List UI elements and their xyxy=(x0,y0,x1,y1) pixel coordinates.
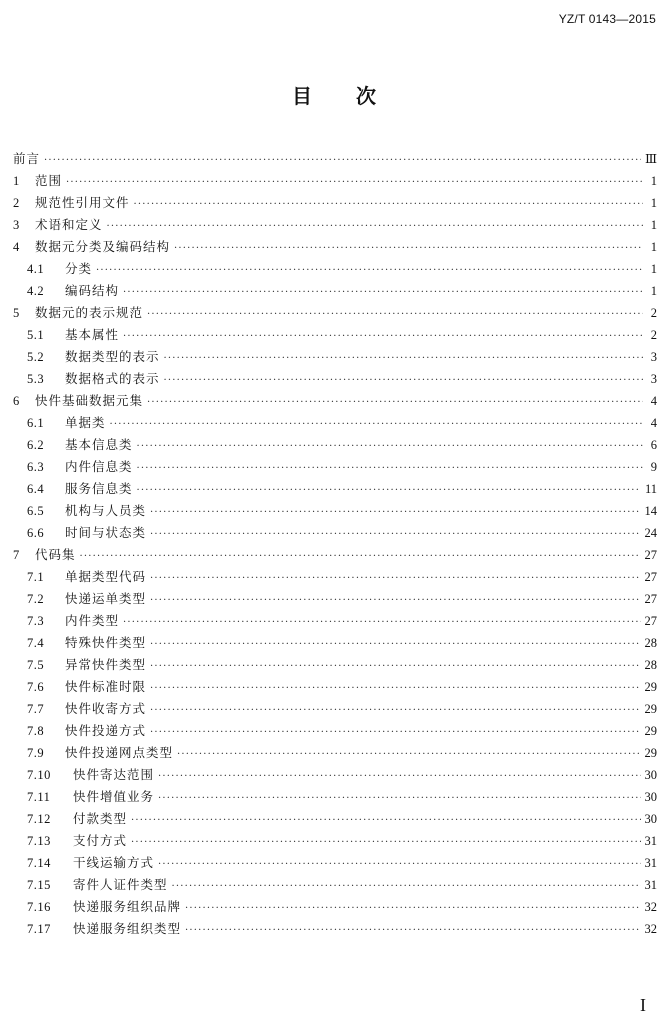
page-title xyxy=(0,80,670,109)
toc-entry[interactable] xyxy=(13,478,657,500)
toc-entry[interactable] xyxy=(13,676,657,698)
toc-entry-page: 30 xyxy=(644,768,657,782)
toc-leader-dots xyxy=(80,546,641,568)
toc-entry[interactable] xyxy=(13,918,657,940)
toc-entry[interactable] xyxy=(13,280,657,302)
toc-leader-dots xyxy=(110,414,643,436)
toc-leader-dots xyxy=(150,700,640,722)
toc-entry-number: 3 xyxy=(13,218,20,232)
toc-leader-dots xyxy=(150,678,640,700)
toc-leader-dots xyxy=(147,392,643,414)
toc-entry-page: 14 xyxy=(644,504,657,518)
toc-entry-number: 4.2 xyxy=(27,284,45,298)
toc-entry-label: 规范性引用文件 xyxy=(35,195,130,210)
toc-leader-dots xyxy=(131,832,640,854)
toc-entry-number: 2 xyxy=(13,196,20,210)
toc-entry-number: 5.2 xyxy=(27,350,45,364)
toc-leader-dots xyxy=(150,568,640,590)
toc-entry[interactable] xyxy=(13,170,657,192)
toc-entry-number: 7.15 xyxy=(27,878,51,892)
toc-entry-label: 快件基础数据元集 xyxy=(35,393,144,408)
toc-entry-page: 3 xyxy=(650,350,657,364)
toc-leader-dots xyxy=(150,656,640,678)
toc-entry-page: 29 xyxy=(644,680,657,694)
toc-entry-label: 快件收寄方式 xyxy=(65,701,147,716)
toc-entry-label: 快件投递网点类型 xyxy=(65,745,174,760)
toc-entry-page: 11 xyxy=(644,482,657,496)
toc-leader-dots xyxy=(44,150,641,172)
page-number: I xyxy=(640,995,646,1015)
toc-leader-dots xyxy=(123,326,643,348)
toc-entry-page: 9 xyxy=(650,460,657,474)
toc-entry[interactable] xyxy=(13,742,657,764)
toc-entry[interactable] xyxy=(13,896,657,918)
toc-leader-dots xyxy=(177,744,640,766)
toc-leader-dots xyxy=(137,436,643,458)
toc-entry-page: 31 xyxy=(644,878,657,892)
toc-entry-label: 特殊快件类型 xyxy=(65,635,147,650)
toc-entry-label: 数据元的表示规范 xyxy=(35,305,144,320)
toc-entry-number: 5.1 xyxy=(27,328,45,342)
toc-entry[interactable] xyxy=(13,192,657,214)
toc-entry-page: 28 xyxy=(644,658,657,672)
toc-entry-number: 7.11 xyxy=(27,790,51,804)
toc-leader-dots xyxy=(66,172,643,194)
toc-entry-label: 快件投递方式 xyxy=(65,723,147,738)
toc-leader-dots xyxy=(107,216,643,238)
toc-leader-dots xyxy=(164,348,643,370)
toc-entry-number: 7.5 xyxy=(27,658,45,672)
toc-entry-label: 分类 xyxy=(65,261,93,276)
toc-leader-dots xyxy=(158,766,640,788)
toc-entry[interactable] xyxy=(13,654,657,676)
toc-entry[interactable] xyxy=(13,874,657,896)
toc-entry-number: 7.1 xyxy=(27,570,45,584)
toc-entry-number: 6 xyxy=(13,394,20,408)
toc-leader-dots xyxy=(150,524,640,546)
toc-entry-label: 寄件人证件类型 xyxy=(73,877,168,892)
toc-entry[interactable] xyxy=(13,214,657,236)
toc-entry-label: 数据类型的表示 xyxy=(65,349,160,364)
toc-entry-label: 范围 xyxy=(35,173,63,188)
toc-leader-dots xyxy=(150,502,640,524)
toc-entry[interactable] xyxy=(13,852,657,874)
toc-entry-number: 7.3 xyxy=(27,614,45,628)
toc-entry-page: 1 xyxy=(650,174,657,188)
toc-entry[interactable] xyxy=(13,258,657,280)
toc-entry[interactable] xyxy=(13,632,657,654)
toc-entry-page: 6 xyxy=(650,438,657,452)
toc-entry-label: 基本属性 xyxy=(65,327,120,342)
toc-entry-number: 6.2 xyxy=(27,438,45,452)
toc-entry-number: 7.10 xyxy=(27,768,51,782)
toc-entry-page: 27 xyxy=(644,570,657,584)
toc-entry[interactable] xyxy=(13,434,657,456)
toc-leader-dots xyxy=(147,304,643,326)
toc-entry-page: 2 xyxy=(650,328,657,342)
toc-entry[interactable] xyxy=(13,610,657,632)
toc-leader-dots xyxy=(172,876,641,898)
standard-code: YZ/T 0143—2015 xyxy=(558,12,656,26)
toc-entry[interactable] xyxy=(13,368,657,390)
toc-entry-page: 4 xyxy=(650,394,657,408)
toc-leader-dots xyxy=(123,282,643,304)
toc-entry-label: 内件信息类 xyxy=(65,459,133,474)
toc-entry[interactable] xyxy=(13,346,657,368)
toc-entry-page: 1 xyxy=(650,284,657,298)
toc-entry-label: 术语和定义 xyxy=(35,217,103,232)
toc-entry[interactable] xyxy=(13,390,657,412)
toc-entry-label: 快递服务组织品牌 xyxy=(73,899,182,914)
toc-entry[interactable] xyxy=(13,456,657,478)
toc-entry-label: 付款类型 xyxy=(73,811,128,826)
toc-entry-label: 快递运单类型 xyxy=(65,591,147,606)
toc-entry-label: 数据格式的表示 xyxy=(65,371,160,386)
toc-entry-number: 7.13 xyxy=(27,834,51,848)
toc-leader-dots xyxy=(158,854,640,876)
toc-entry[interactable] xyxy=(13,830,657,852)
toc-entry-label: 数据元分类及编码结构 xyxy=(35,239,171,254)
toc-leader-dots xyxy=(164,370,643,392)
toc-entry[interactable] xyxy=(13,148,657,170)
toc-entry-page: 24 xyxy=(644,526,657,540)
toc-entry-page: 1 xyxy=(650,196,657,210)
table-of-contents xyxy=(13,148,657,940)
toc-leader-dots xyxy=(96,260,643,282)
toc-entry-number: 7.7 xyxy=(27,702,45,716)
toc-entry-page: Ⅲ xyxy=(644,152,657,166)
toc-entry[interactable] xyxy=(13,324,657,346)
toc-entry-label: 单据类 xyxy=(65,415,106,430)
toc-leader-dots xyxy=(150,722,640,744)
toc-entry-label: 快件寄达范围 xyxy=(73,767,155,782)
toc-entry-page: 31 xyxy=(644,834,657,848)
toc-entry-page: 27 xyxy=(644,592,657,606)
toc-entry-number: 7.6 xyxy=(27,680,45,694)
toc-entry-page: 1 xyxy=(650,262,657,276)
toc-entry[interactable] xyxy=(13,302,657,324)
toc-leader-dots xyxy=(185,920,640,942)
toc-entry-page: 31 xyxy=(644,856,657,870)
toc-entry-number: 1 xyxy=(13,174,20,188)
toc-entry-label: 快递服务组织类型 xyxy=(73,921,182,936)
toc-entry-number: 7.17 xyxy=(27,922,51,936)
toc-entry-number: 5.3 xyxy=(27,372,45,386)
toc-entry-number: 7.9 xyxy=(27,746,45,760)
toc-entry-label: 前言 xyxy=(13,151,41,166)
toc-entry-label: 快件增值业务 xyxy=(73,789,155,804)
toc-entry-number: 6.1 xyxy=(27,416,45,430)
toc-entry[interactable] xyxy=(13,544,657,566)
toc-entry-page: 29 xyxy=(644,702,657,716)
toc-leader-dots xyxy=(150,634,640,656)
toc-entry-label: 基本信息类 xyxy=(65,437,133,452)
toc-entry[interactable] xyxy=(13,808,657,830)
toc-entry-page: 4 xyxy=(650,416,657,430)
toc-leader-dots xyxy=(131,810,640,832)
toc-entry[interactable] xyxy=(13,500,657,522)
toc-leader-dots xyxy=(134,194,643,216)
toc-entry-page: 29 xyxy=(644,746,657,760)
toc-entry-page: 29 xyxy=(644,724,657,738)
toc-entry-number: 4 xyxy=(13,240,20,254)
toc-leader-dots xyxy=(150,590,640,612)
toc-entry[interactable] xyxy=(13,698,657,720)
toc-entry-label: 支付方式 xyxy=(73,833,128,848)
toc-entry-label: 时间与状态类 xyxy=(65,525,147,540)
toc-entry-page: 27 xyxy=(644,614,657,628)
toc-entry[interactable] xyxy=(13,786,657,808)
toc-entry[interactable] xyxy=(13,566,657,588)
toc-entry-label: 单据类型代码 xyxy=(65,569,147,584)
title-char-2: 次 xyxy=(356,84,378,108)
toc-entry-label: 编码结构 xyxy=(65,283,120,298)
toc-entry-number: 6.4 xyxy=(27,482,45,496)
toc-entry-number: 7.12 xyxy=(27,812,51,826)
toc-entry-number: 7 xyxy=(13,548,20,562)
toc-entry-page: 27 xyxy=(644,548,657,562)
toc-entry-label: 快件标准时限 xyxy=(65,679,147,694)
toc-entry-number: 7.8 xyxy=(27,724,45,738)
toc-entry-number: 6.3 xyxy=(27,460,45,474)
title-char-1: 目 xyxy=(292,84,314,108)
toc-entry-page: 30 xyxy=(644,790,657,804)
toc-entry-page: 32 xyxy=(644,922,657,936)
toc-entry-page: 32 xyxy=(644,900,657,914)
toc-entry-page: 3 xyxy=(650,372,657,386)
toc-entry-number: 7.14 xyxy=(27,856,51,870)
toc-entry[interactable] xyxy=(13,588,657,610)
toc-entry-number: 7.4 xyxy=(27,636,45,650)
toc-entry-number: 5 xyxy=(13,306,20,320)
toc-entry-number: 7.2 xyxy=(27,592,45,606)
toc-entry-page: 1 xyxy=(650,240,657,254)
toc-entry-page: 1 xyxy=(650,218,657,232)
toc-leader-dots xyxy=(158,788,640,810)
toc-entry-label: 内件类型 xyxy=(65,613,120,628)
toc-leader-dots xyxy=(137,458,643,480)
toc-leader-dots xyxy=(174,238,643,260)
toc-leader-dots xyxy=(137,480,641,502)
toc-entry[interactable] xyxy=(13,720,657,742)
toc-entry-page: 28 xyxy=(644,636,657,650)
toc-entry[interactable] xyxy=(13,522,657,544)
toc-entry-page: 2 xyxy=(650,306,657,320)
toc-entry-label: 机构与人员类 xyxy=(65,503,147,518)
toc-entry-number: 6.6 xyxy=(27,526,45,540)
toc-leader-dots xyxy=(123,612,640,634)
toc-entry-number: 6.5 xyxy=(27,504,45,518)
toc-entry[interactable] xyxy=(13,236,657,258)
toc-leader-dots xyxy=(185,898,640,920)
toc-entry-label: 异常快件类型 xyxy=(65,657,147,672)
toc-entry-label: 代码集 xyxy=(35,547,76,562)
toc-entry-label: 服务信息类 xyxy=(65,481,133,496)
toc-entry[interactable] xyxy=(13,764,657,786)
toc-entry-label: 干线运输方式 xyxy=(73,855,155,870)
toc-entry-number: 7.16 xyxy=(27,900,51,914)
toc-entry-number: 4.1 xyxy=(27,262,45,276)
toc-entry-page: 30 xyxy=(644,812,657,826)
toc-entry[interactable] xyxy=(13,412,657,434)
